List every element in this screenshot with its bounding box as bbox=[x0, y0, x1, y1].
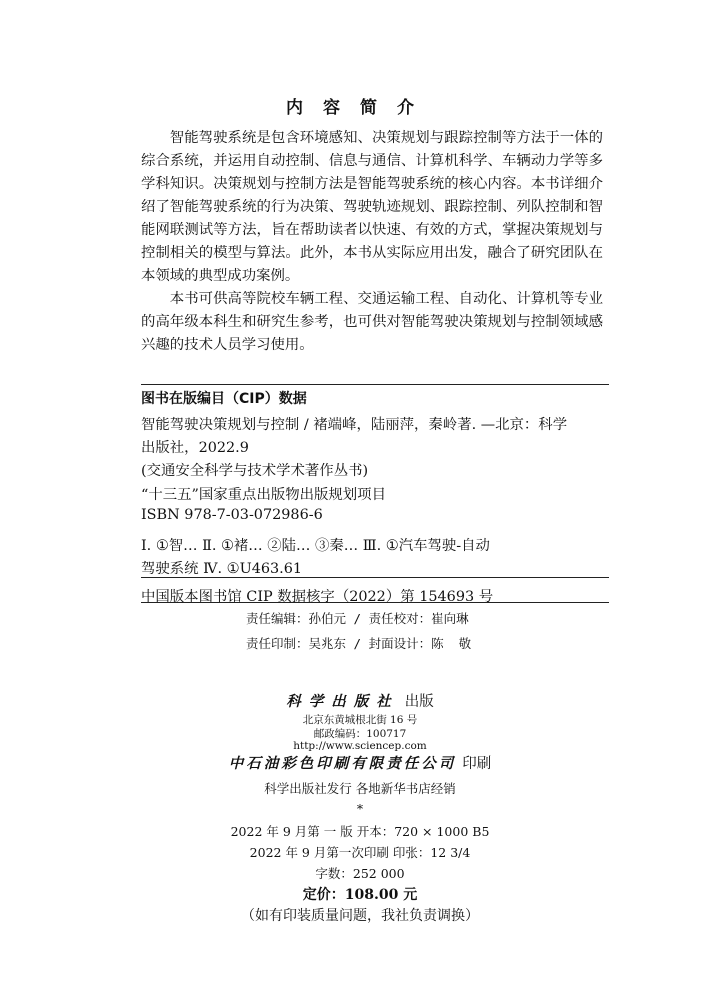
intro-paragraph-2: 本书可供高等院校车辆工程、交通运输工程、自动化、计算机等专业的高年级本科生和研究生参考，也可供对智能驾驶决策规划与控制领域感兴趣的技术人员学习使用。 bbox=[141, 291, 603, 353]
word-count: 字数：252 000 bbox=[315, 866, 405, 881]
cip-classification-line-1: Ⅰ. ①智… Ⅱ. ①褚… ②陆… ③秦… Ⅲ. ①汽车驾驶-自动 bbox=[141, 538, 490, 554]
printer-line bbox=[0, 752, 720, 773]
publisher-line bbox=[0, 690, 720, 711]
publisher-name: 科学出版社 bbox=[286, 693, 399, 710]
publisher-postcode: 邮政编码：100717 bbox=[313, 728, 407, 740]
cip-bottom-rule bbox=[141, 602, 609, 603]
intro-title: 内容简介 bbox=[286, 98, 434, 118]
printing-info: 2022 年 9 月第一次印刷 印张：12 3/4 bbox=[249, 845, 471, 860]
separator-star: * bbox=[356, 801, 364, 816]
cip-classification-line-2: 驾驶系统 Ⅳ. ①U463.61 bbox=[141, 561, 303, 577]
printer-suffix: 印刷 bbox=[462, 756, 492, 772]
cip-heading: 图书在版编目（CIP）数据 bbox=[141, 391, 307, 407]
cip-series: (交通安全科学与技术学术著作丛书) bbox=[141, 463, 369, 479]
cip-isbn: ISBN 978-7-03-072986-6 bbox=[141, 507, 323, 523]
responsibility-line-1: 责任编辑：孙伯元 / 责任校对：崔向琳 bbox=[246, 611, 469, 626]
responsibility-line-2: 责任印制：吴兆东 / 封面设计：陈 敬 bbox=[246, 636, 472, 651]
cip-project: “十三五”国家重点出版物出版规划项目 bbox=[141, 487, 386, 503]
cip-bibliographic-line-1: 智能驾驶决策规划与控制 / 褚端峰，陆丽萍，秦岭著. —北京：科学 bbox=[141, 417, 568, 433]
cip-bibliographic-line-2: 出版社，2022.9 bbox=[141, 440, 249, 456]
cip-top-rule bbox=[141, 384, 609, 385]
intro-section bbox=[141, 127, 603, 357]
quality-notice: （如有印装质量问题，我社负责调换） bbox=[241, 908, 479, 924]
cip-middle-rule bbox=[141, 577, 609, 578]
publisher-address: 北京东黄城根北街 16 号 bbox=[302, 714, 418, 726]
edition-info: 2022 年 9 月第 一 版 开本：720 × 1000 B5 bbox=[230, 824, 490, 839]
intro-paragraph-1: 智能驾驶系统是包含环境感知、决策规划与跟踪控制等方法于一体的综合系统，并运用自动控制、信息与通信、计算机科学、车辆动力学等多学科知识。决策规划与控制方法是智能驾驶系统的核心内容。本书详细介绍了智能驾驶系统的行为决策、驾驶轨迹规划、跟踪控制、列队控制和智能网联测试等方法，旨在帮助读者以快速、有效的方式，掌握决策规划与控制相关的模型与算法。此外，本书从实际应用出发，融合了研究团队在本领域的典型成功案例。 bbox=[141, 130, 603, 284]
printer-name: 中石油彩色印刷有限责任公司 bbox=[228, 755, 457, 772]
publisher-url: http://www.sciencep.com bbox=[293, 740, 427, 752]
cip-number: 中国版本图书馆 CIP 数据核字（2022）第 154693 号 bbox=[141, 589, 494, 605]
price: 定价：108.00 元 bbox=[302, 887, 418, 903]
publisher-suffix: 出版 bbox=[404, 694, 434, 710]
distribution: 科学出版社发行 各地新华书店经销 bbox=[264, 781, 456, 796]
